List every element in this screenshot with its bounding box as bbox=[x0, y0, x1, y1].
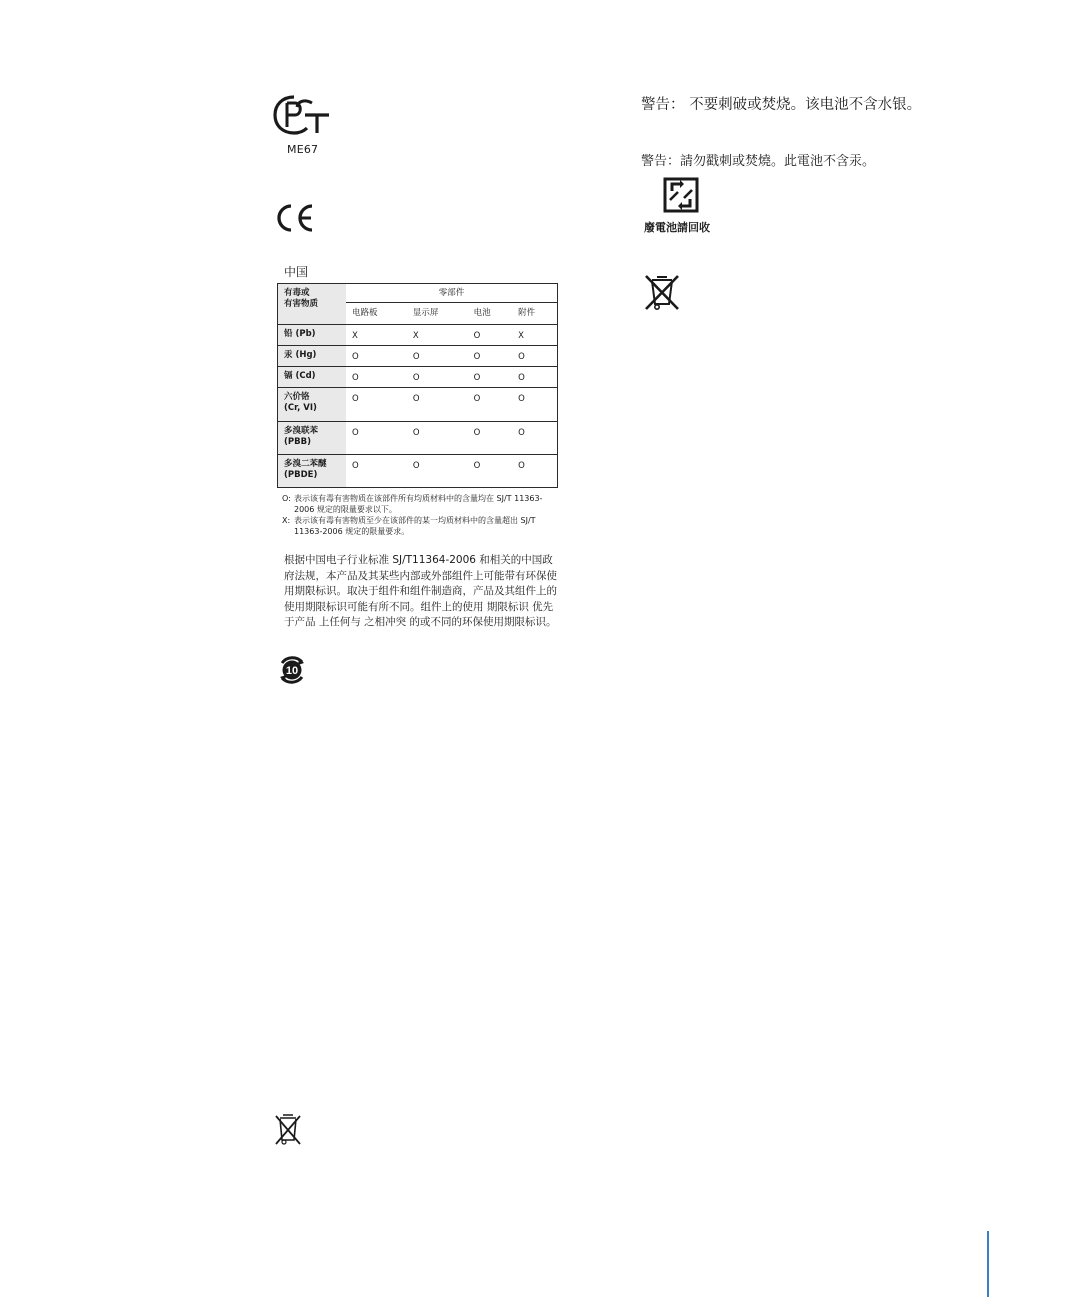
table-cell: O bbox=[512, 388, 557, 422]
page-edge-rule bbox=[987, 1231, 989, 1297]
note-key: O: bbox=[282, 494, 291, 503]
table-cell: O bbox=[407, 455, 468, 488]
crossed-out-wheelie-bin-icon bbox=[274, 1112, 302, 1146]
table-cell: O bbox=[407, 367, 468, 388]
china-section-heading: 中国 bbox=[284, 265, 309, 279]
column-header: 电路板 bbox=[346, 302, 407, 325]
table-cell: O bbox=[346, 367, 407, 388]
table-cell: O bbox=[346, 388, 407, 422]
substance-cell: 六价铬 (Cr, VI) bbox=[278, 388, 347, 422]
note-text: 表示该有毒有害物质至少在该部件的某一均质材料中的含量超出 SJ/T 11363-2006 规定的限量要求。 bbox=[294, 516, 536, 536]
ce-mark-icon bbox=[274, 202, 318, 234]
battery-warning-traditional: 警告：請勿戳刺或焚燒。此電池不含汞。 bbox=[641, 154, 876, 169]
table-row bbox=[278, 422, 558, 455]
table-row bbox=[278, 455, 558, 488]
note-key: X: bbox=[282, 516, 291, 525]
table-cell: O bbox=[468, 367, 512, 388]
table-cell: O bbox=[346, 455, 407, 488]
note-o bbox=[282, 493, 552, 515]
column-header: 电池 bbox=[468, 302, 512, 325]
china-efup-paragraph: 根据中国电子行业标准 SJ/T11364-2006 和相关的中国政府法规，本产品及其某些内部或外部组件上可能带有环保使用期限标识。取决于组件和组件制造商，产品及其组件上的使用期限标识可能有所不同。组件上的使用 期限标识 优先于产品 上任何与 之相冲突 的或不同的环保使用期限标识。 bbox=[284, 554, 557, 628]
table-row bbox=[278, 346, 558, 367]
table-row bbox=[278, 367, 558, 388]
table-cell: X bbox=[512, 325, 557, 346]
hazardous-substance-table bbox=[277, 283, 558, 488]
substance-cell: 铅 (Pb) bbox=[278, 325, 347, 346]
substance-cell: 汞 (Hg) bbox=[278, 346, 347, 367]
table-cell: O bbox=[468, 346, 512, 367]
table-header-row bbox=[278, 284, 558, 303]
table-cell: O bbox=[468, 388, 512, 422]
note-x bbox=[282, 515, 552, 537]
table-notes bbox=[282, 493, 552, 537]
efup-number: 10 bbox=[285, 665, 299, 677]
gost-logo-icon bbox=[272, 93, 332, 138]
column-header: 附件 bbox=[512, 302, 557, 325]
table-cell: O bbox=[468, 422, 512, 455]
table-cell: O bbox=[468, 325, 512, 346]
substance-cell: 镉 (Cd) bbox=[278, 367, 347, 388]
table-cell: O bbox=[407, 346, 468, 367]
note-text: 表示该有毒有害物质在该部件所有均质材料中的含量均在 SJ/T 11363-2006 规定的限量要求以下。 bbox=[294, 494, 543, 514]
table-cell: X bbox=[407, 325, 468, 346]
substance-cell: 多溴联苯 (PBB) bbox=[278, 422, 347, 455]
table-cell: O bbox=[512, 367, 557, 388]
table-cell: O bbox=[346, 346, 407, 367]
gost-certification-code: ME67 bbox=[287, 143, 319, 156]
column-header: 显示屏 bbox=[407, 302, 468, 325]
substance-header: 有毒或 有害物质 bbox=[278, 284, 347, 325]
table-cell: O bbox=[407, 388, 468, 422]
table-cell: O bbox=[512, 422, 557, 455]
crossed-out-wheelie-bin-icon bbox=[643, 273, 681, 311]
efup-10-year-icon bbox=[276, 655, 308, 685]
table-row bbox=[278, 325, 558, 346]
parts-header: 零部件 bbox=[346, 284, 558, 303]
table-cell: O bbox=[468, 455, 512, 488]
table-cell: O bbox=[512, 455, 557, 488]
substance-cell: 多溴二苯醚 (PBDE) bbox=[278, 455, 347, 488]
table-cell: O bbox=[512, 346, 557, 367]
battery-warning-simplified: 警告： 不要刺破或焚烧。该电池不含水银。 bbox=[641, 97, 922, 113]
table-row bbox=[278, 388, 558, 422]
table-cell: X bbox=[346, 325, 407, 346]
taiwan-battery-recycle-icon bbox=[662, 176, 700, 214]
table-cell: O bbox=[407, 422, 468, 455]
battery-recycle-label: 廢電池請回收 bbox=[644, 221, 710, 234]
table-cell: O bbox=[346, 422, 407, 455]
